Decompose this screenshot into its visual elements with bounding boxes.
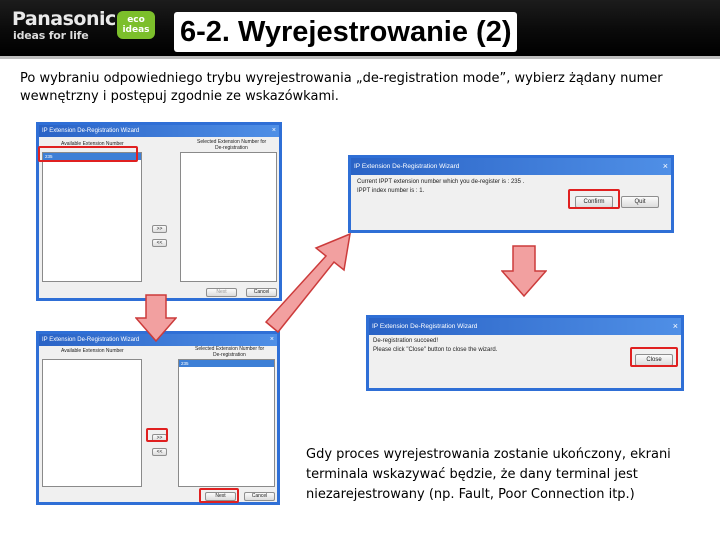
- dialog-titlebar: [369, 318, 681, 335]
- selected-extension-header: Selected Extension Number for: [195, 346, 265, 352]
- close-button-highlight: [630, 347, 678, 367]
- dialog-title: IP Extension De-Registration Wizard: [42, 128, 140, 134]
- selected-extension-header-2: De-registration: [213, 352, 246, 358]
- badge-line-1: eco: [127, 15, 145, 25]
- remove-button[interactable]: <<: [152, 239, 167, 247]
- footer-note: Gdy proces wyrejestrowania zostanie ukończony, ekrani terminala wskazywać będzie, że dany terminal jest niezarejestrowany (np. Fault, Poor Connection itp.): [306, 447, 671, 502]
- down-arrow-icon: [501, 245, 547, 297]
- dialog-titlebar: [39, 125, 279, 137]
- next-button[interactable]: Next: [206, 288, 237, 297]
- intro-text: Po wybraniu odpowiedniego trybu wyrejestrowania „de-registration mode”, wybierz żądany numer wewnętrzny i postępuj zgodnie ze wskazówkami.: [20, 71, 663, 104]
- dialog-titlebar: [351, 158, 671, 175]
- add-button[interactable]: >>: [152, 434, 167, 442]
- close-icon[interactable]: ×: [271, 127, 276, 134]
- cancel-button[interactable]: Cancel: [244, 492, 275, 501]
- close-icon[interactable]: ×: [662, 161, 668, 171]
- dialog-title: IP Extension De-Registration Wizard: [354, 163, 460, 170]
- logo-brand: Panasonic: [12, 8, 116, 30]
- down-arrow-icon: [135, 294, 177, 342]
- available-extension-header: Available Extension Number: [61, 141, 124, 147]
- add-button-highlight: [146, 428, 168, 442]
- close-icon[interactable]: ×: [269, 336, 274, 343]
- diagonal-arrow-icon: [264, 228, 356, 336]
- header-divider: [0, 56, 720, 59]
- selected-extension-list[interactable]: [178, 359, 275, 487]
- badge-line-2: ideas: [122, 25, 150, 35]
- panasonic-logo: [12, 9, 116, 42]
- confirm-button-highlight: [568, 189, 620, 209]
- next-button-highlight: [199, 488, 239, 503]
- close-icon[interactable]: ×: [672, 321, 678, 331]
- wizard-selected-dialog: [36, 331, 280, 505]
- available-extension-list[interactable]: [42, 359, 142, 487]
- cancel-button[interactable]: Cancel: [246, 288, 277, 297]
- available-extension-header: Available Extension Number: [61, 348, 124, 354]
- selected-extension-header-2: De-registration: [215, 145, 248, 151]
- dialog-title: IP Extension De-Registration Wizard: [42, 337, 140, 343]
- success-message-line-2: Please click "Close" button to close the wizard.: [373, 347, 498, 353]
- list-item[interactable]: 235: [43, 153, 141, 160]
- list-item-highlight: [38, 146, 138, 162]
- remove-button[interactable]: <<: [152, 448, 167, 456]
- selected-extension-list[interactable]: [180, 152, 277, 282]
- eco-ideas-badge: [117, 11, 155, 39]
- wizard-confirm-dialog: [348, 155, 674, 233]
- quit-button[interactable]: Quit: [621, 196, 659, 208]
- header-bar: [0, 0, 720, 56]
- dialog-title: IP Extension De-Registration Wizard: [372, 323, 478, 330]
- confirm-message-line-1: Current IPPT extension number which you de-register is : 235 .: [357, 179, 525, 185]
- success-message-line-1: De-registration succeed!: [373, 338, 439, 344]
- logo-tagline: ideas for life: [13, 29, 89, 42]
- list-item[interactable]: 235: [179, 360, 274, 367]
- add-button[interactable]: >>: [152, 225, 167, 233]
- close-button[interactable]: Close: [635, 354, 673, 366]
- selected-extension-header: Selected Extension Number for: [197, 139, 267, 145]
- next-button[interactable]: Next: [205, 492, 236, 501]
- available-extension-list[interactable]: [42, 152, 142, 282]
- confirm-button[interactable]: Confirm: [575, 196, 613, 208]
- slide-title: 6-2. Wyrejestrowanie (2): [174, 12, 517, 52]
- confirm-message-line-2: IPPT index number is : 1.: [357, 188, 425, 194]
